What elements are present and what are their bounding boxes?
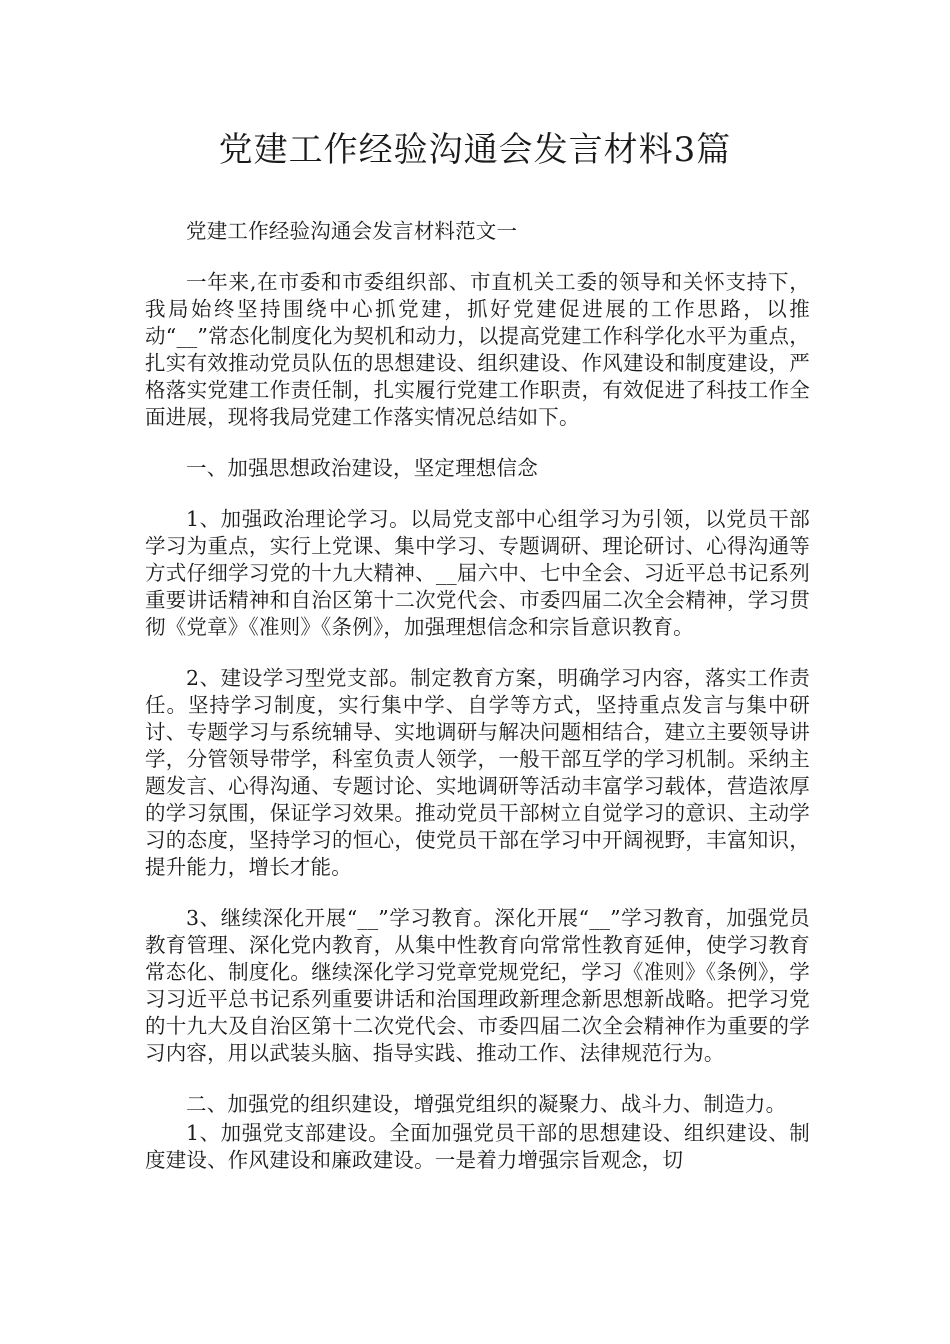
section-subtitle: 党建工作经验沟通会发言材料范文一: [186, 219, 518, 243]
section-heading-2: 二、加强党的组织建设，增强党组织的凝聚力、战斗力、制造力。: [186, 1092, 787, 1116]
document-title: 党建工作经验沟通会发言材料3篇: [218, 130, 732, 170]
section-heading-1: 一、加强思想政治建设，坚定理想信念: [186, 456, 538, 480]
paragraph-1-3: 3、继续深化开展“__”学习教育。深化开展“__”学习教育，加强党员教育管理、深化党内教育，从集中性教育向常常性教育延伸，使学习教育常态化、制度化。继续深化学习党章党规党纪，学习《准则》《条例》，学习习近平总书记系列重要讲话和治国理政新理念新思想新战略。把学习党的十九大及自治区第十二次党代会、市委四届二次全会精神作为重要的学习内容，用以武装头脑、指导实践、推动工作、法律规范行为。: [145, 906, 810, 1065]
paragraph-1-1: 1、加强政治理论学习。以局党支部中心组学习为引领，以党员干部学习为重点，实行上党课、集中学习、专题调研、理论研讨、心得沟通等方式仔细学习党的十九大精神、__届六中、七中全会、习近平总书记系列重要讲话精神和自治区第十二次党代会、市委四届二次全会精神，学习贯彻《党章》《准则》《条例》，加强理想信念和宗旨意识教育。: [145, 507, 810, 639]
document-body: [145, 218, 810, 1174]
intro-paragraph: 一年来,在市委和市委组织部、市直机关工委的领导和关怀支持下，我局始终坚持围绕中心抓党建，抓好党建促进展的工作思路，以推动“__”常态化制度化为契机和动力，以提高党建工作科学化水平为重点，扎实有效推动党员队伍的思想建设、组织建设、作风建设和制度建设，严格落实党建工作责任制，扎实履行党建工作职责，有效促进了科技工作全面进展，现将我局党建工作落实情况总结如下。: [145, 270, 810, 429]
paragraph-2-1: 1、加强党支部建设。全面加强党员干部的思想建设、组织建设、制度建设、作风建设和廉政建设。一是着力增强宗旨观念，切: [145, 1121, 810, 1172]
paragraph-1-2: 2、建设学习型党支部。制定教育方案，明确学习内容，落实工作责任。坚持学习制度，实行集中学、自学等方式，坚持重点发言与集中研讨、专题学习与系统辅导、实地调研与解决问题相结合，建立主要领导讲学，分管领导带学，科室负责人领学，一般干部互学的学习机制。采纳主题发言、心得沟通、专题讨论、实地调研等活动丰富学习载体，营造浓厚的学习氛围，保证学习效果。推动党员干部树立自觉学习的意识、主动学习的态度，坚持学习的恒心，使党员干部在学习中开阔视野，丰富知识，提升能力，增长才能。: [145, 666, 810, 879]
